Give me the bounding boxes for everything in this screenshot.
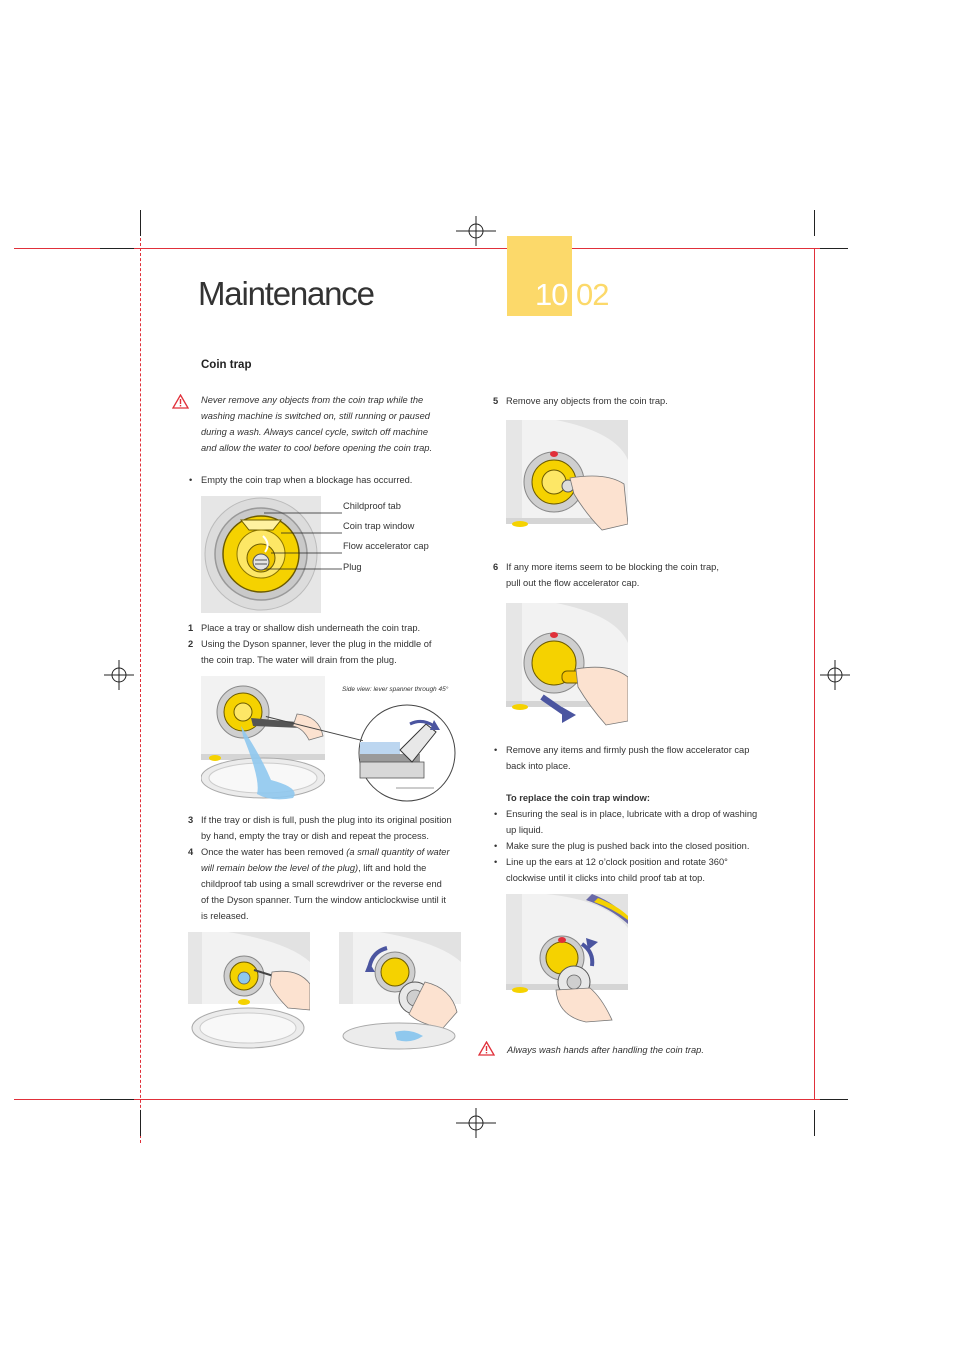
trim-line-left bbox=[140, 228, 141, 1143]
side-view-caption bbox=[342, 686, 448, 693]
bullet-line: Remove any items and firmly push the flow accelerator cap bbox=[506, 745, 750, 755]
label-coin-trap-window: Coin trap window bbox=[343, 521, 415, 531]
warning-line: washing machine is switched on, still running or paused bbox=[201, 411, 430, 421]
wash-hands-warning: Always wash hands after handling the coin trap. bbox=[507, 1045, 704, 1055]
step-line: by hand, empty the tray or dish and repeat the process. bbox=[201, 831, 429, 841]
step-6-text bbox=[506, 559, 719, 591]
step-4-text bbox=[201, 844, 463, 924]
caption-label: Side view bbox=[342, 686, 370, 693]
replace-window-illustration bbox=[506, 894, 628, 1026]
label-plug: Plug bbox=[343, 562, 362, 572]
step-5-text: Remove any objects from the coin trap. bbox=[506, 396, 668, 406]
trim-line-right bbox=[814, 248, 815, 1100]
step-number: 5 bbox=[493, 396, 499, 406]
step-line bbox=[201, 860, 463, 876]
crop-mark bbox=[820, 1099, 848, 1100]
bullet-empty-coin-trap: Empty the coin trap when a blockage has occurred. bbox=[201, 475, 413, 485]
registration-mark-icon bbox=[104, 660, 134, 690]
bullet-line: back into place. bbox=[506, 761, 571, 771]
crop-mark bbox=[814, 210, 815, 236]
bullet-plug-closed: Make sure the plug is pushed back into the closed position. bbox=[506, 841, 750, 851]
diagram-leader-lines bbox=[256, 505, 346, 571]
step-4-note: (a small quantity of water bbox=[346, 847, 450, 857]
caption-text: : lever spanner through 45° bbox=[369, 686, 449, 693]
bullet-marker: • bbox=[494, 809, 498, 819]
crop-mark bbox=[100, 248, 134, 249]
label-flow-accelerator-cap: Flow accelerator cap bbox=[343, 541, 429, 551]
safety-warning bbox=[201, 392, 471, 456]
step-line: is released. bbox=[201, 911, 249, 921]
replace-window-heading: To replace the coin trap window: bbox=[506, 793, 650, 803]
step-number: 3 bbox=[188, 815, 194, 825]
step-3-text bbox=[201, 812, 452, 844]
registration-mark-icon bbox=[820, 660, 850, 690]
rotate-window-illustration bbox=[339, 932, 461, 1050]
crop-mark bbox=[814, 1110, 815, 1136]
pull-cap-illustration bbox=[506, 603, 628, 727]
warning-line: and allow the water to cool before opening the coin trap. bbox=[201, 443, 433, 453]
bullet-line: Ensuring the seal is in place, lubricate with a drop of washing bbox=[506, 809, 758, 819]
step-line: If the tray or dish is full, push the plug into its original position bbox=[201, 815, 452, 825]
lift-tab-illustration bbox=[188, 932, 310, 1050]
step-number: 4 bbox=[188, 847, 194, 857]
crop-mark bbox=[140, 1110, 141, 1136]
remove-objects-illustration bbox=[506, 420, 628, 536]
bullet-line: up liquid. bbox=[506, 825, 544, 835]
bullet-marker: • bbox=[494, 857, 498, 867]
crop-mark bbox=[820, 248, 848, 249]
step-line: pull out the flow accelerator cap. bbox=[506, 578, 640, 588]
registration-mark-icon bbox=[456, 216, 496, 246]
bullet-line: Line up the ears at 12 o’clock position and rotate 360° bbox=[506, 857, 728, 867]
step-line: the coin trap. The water will drain from the plug. bbox=[201, 655, 397, 665]
bullet-rotate-window bbox=[506, 854, 728, 886]
bullet-marker: • bbox=[494, 841, 498, 851]
step-line bbox=[201, 844, 463, 860]
page-number: 02 bbox=[576, 277, 609, 312]
step-4-lead: Once the water has been removed bbox=[201, 847, 347, 857]
step-number: 2 bbox=[188, 639, 194, 649]
step-line: If any more items seem to be blocking the coin trap, bbox=[506, 562, 719, 572]
step-line: of the Dyson spanner. Turn the window anticlockwise until it bbox=[201, 895, 446, 905]
crop-mark bbox=[140, 210, 141, 236]
step-number: 6 bbox=[493, 562, 499, 572]
warning-line: during a wash. Always cancel cycle, switch off machine bbox=[201, 427, 429, 437]
warning-line: Never remove any objects from the coin trap while the bbox=[201, 395, 424, 405]
draining-illustration bbox=[201, 676, 325, 804]
step-1-text: Place a tray or shallow dish underneath the coin trap. bbox=[201, 623, 421, 633]
side-view-illustration bbox=[356, 704, 458, 802]
section-number: 10 bbox=[535, 277, 568, 312]
page-title: Maintenance bbox=[198, 275, 374, 312]
step-line: childproof tab using a small screwdriver or the reverse end bbox=[201, 879, 442, 889]
bullet-marker: • bbox=[189, 475, 193, 485]
bullet-remove-items bbox=[506, 742, 749, 774]
bullet-lubricate-seal bbox=[506, 806, 757, 838]
step-number: 1 bbox=[188, 623, 194, 633]
bullet-line: clockwise until it clicks into child proof tab at top. bbox=[506, 873, 705, 883]
warning-icon bbox=[478, 1041, 495, 1056]
crop-mark bbox=[100, 1099, 134, 1100]
trim-line-top bbox=[14, 248, 845, 249]
registration-mark-icon bbox=[456, 1108, 496, 1138]
step-4-note: will remain below the level of the plug) bbox=[201, 863, 359, 873]
step-line: Using the Dyson spanner, lever the plug in the middle of bbox=[201, 639, 432, 649]
section-heading: Coin trap bbox=[201, 359, 252, 371]
trim-line-bottom bbox=[14, 1099, 845, 1100]
step-4-tail: , lift and hold the bbox=[358, 863, 427, 873]
label-childproof-tab: Childproof tab bbox=[343, 501, 401, 511]
step-2-text bbox=[201, 636, 432, 668]
bullet-marker: • bbox=[494, 745, 498, 755]
warning-icon bbox=[172, 394, 189, 409]
